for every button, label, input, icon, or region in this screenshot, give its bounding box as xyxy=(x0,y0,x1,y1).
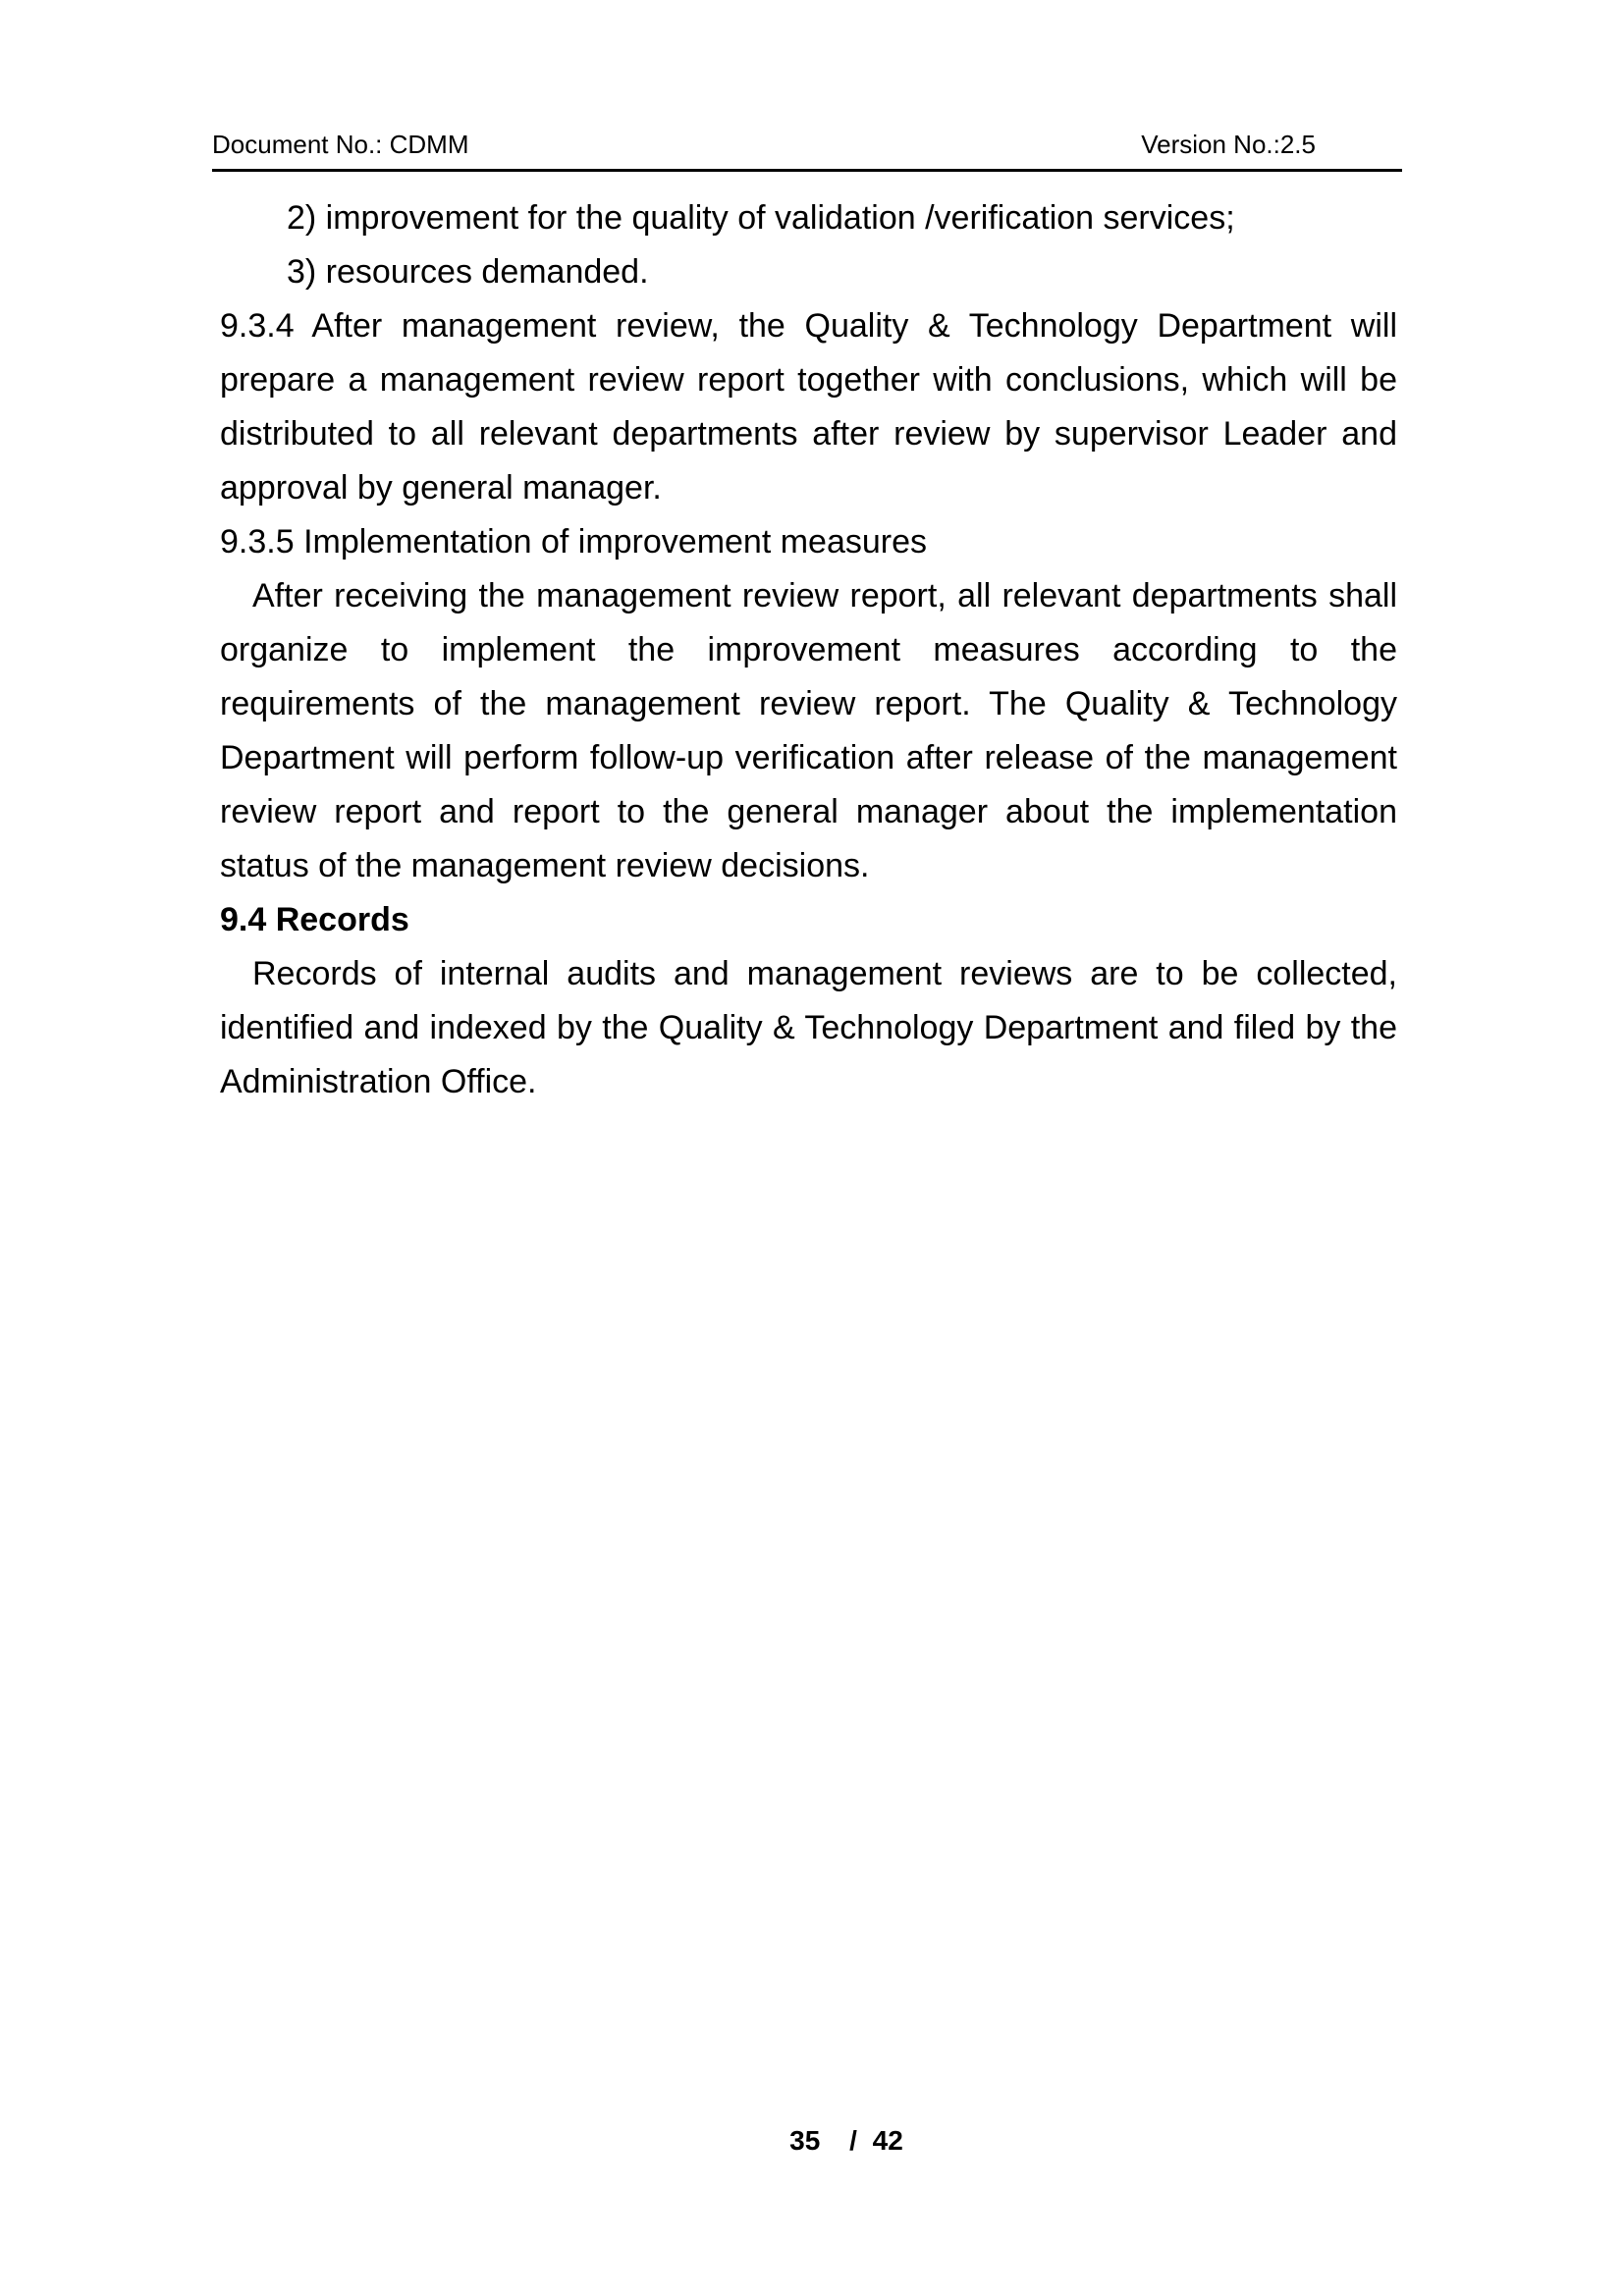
text-line: approval by general manager. xyxy=(220,469,662,507)
text-line: review report and report to the general manager about the implementation xyxy=(220,793,1397,830)
text-line: distributed to all relevant departments after review by supervisor Leader and xyxy=(220,415,1397,453)
text-line: organize to implement the improvement measures according to the xyxy=(220,631,1397,668)
text-line: 2) improvement for the quality of validation /verification services; xyxy=(287,199,1235,237)
document-body xyxy=(220,191,1397,1109)
paragraph xyxy=(220,191,1397,245)
page-number xyxy=(789,2124,903,2158)
paragraph xyxy=(220,299,1397,515)
text-line: prepare a management review report together with conclusions, which will be xyxy=(220,361,1397,399)
text-line: status of the management review decisions. xyxy=(220,847,870,884)
paragraph xyxy=(220,893,1397,947)
text-line: After receiving the management review report, all relevant departments shall xyxy=(252,577,1397,614)
text-line: Administration Office. xyxy=(220,1063,537,1100)
document-number: Document No.: CDMM xyxy=(212,130,469,159)
page-total: 42 xyxy=(872,2125,903,2156)
paragraph xyxy=(220,947,1397,1109)
text-line: Records of internal audits and management reviews are to be collected, xyxy=(252,955,1397,992)
page-header xyxy=(212,129,1402,172)
paragraph xyxy=(220,569,1397,893)
paragraph xyxy=(220,245,1397,299)
page-current: 35 xyxy=(789,2125,821,2156)
text-line: 3) resources demanded. xyxy=(287,253,649,291)
text-line: requirements of the management review report. The Quality & Technology xyxy=(220,685,1397,722)
page-separator-icon: / xyxy=(849,2125,857,2156)
text-line: Department will perform follow-up verification after release of the management xyxy=(220,739,1397,776)
text-line: 9.4 Records xyxy=(220,901,409,938)
version-number: Version No.:2.5 xyxy=(1141,130,1316,159)
page-footer xyxy=(0,2124,1624,2158)
text-line: 9.3.5 Implementation of improvement measures xyxy=(220,523,928,561)
text-line: identified and indexed by the Quality & Technology Department and filed by the xyxy=(220,1009,1397,1046)
text-line: 9.3.4 After management review, the Quality & Technology Department will xyxy=(220,307,1397,345)
paragraph xyxy=(220,515,1397,569)
